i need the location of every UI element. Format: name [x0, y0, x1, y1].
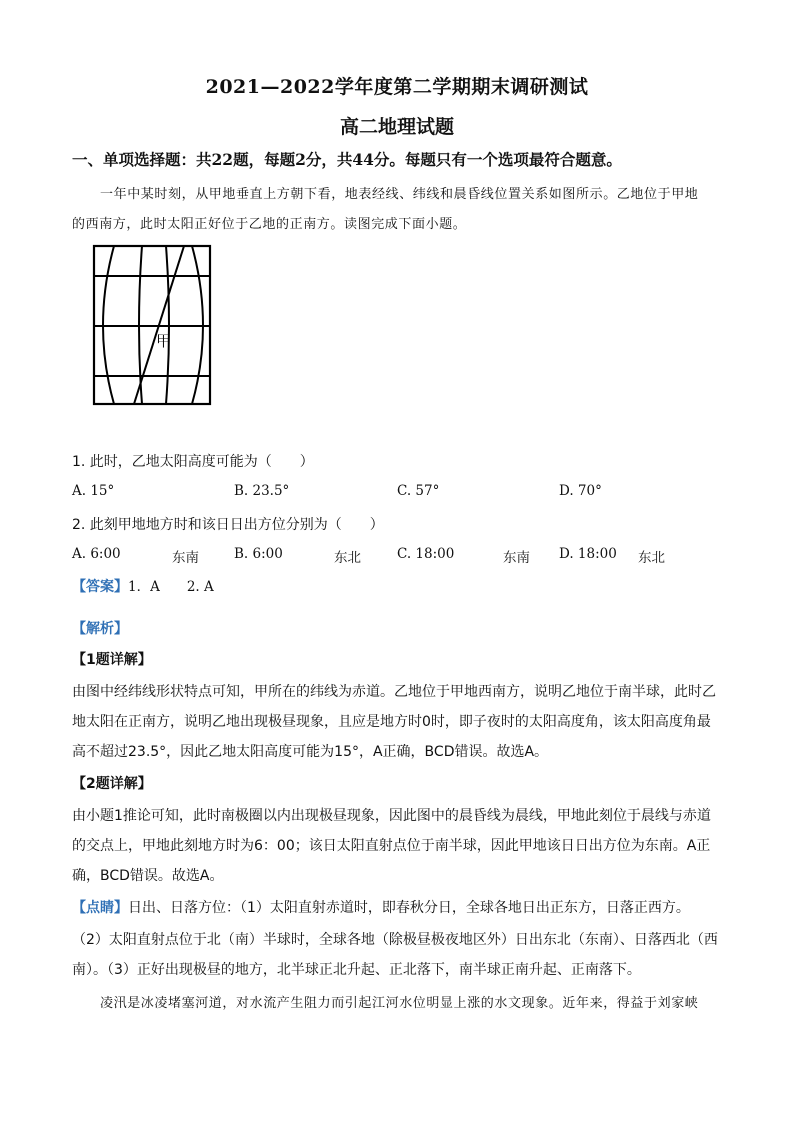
q1-option-d[interactable]: D. 70°: [559, 483, 602, 499]
q2-option-c-dir: 东南: [503, 550, 530, 566]
q2-stem: 2. 此刻甲地地方时和该日日出方位分别为（ ）: [72, 517, 384, 533]
figure-label-jia: 甲: [156, 332, 172, 350]
answer-label: 【答案】: [72, 579, 128, 595]
detail1-label: 【1题详解】: [72, 652, 152, 668]
q2-option-c[interactable]: C. 18:00: [397, 546, 455, 562]
intro-line-1: 一年中某时刻，从甲地垂直上方朝下看，地表经线、纬线和晨昏线位置关系如图所示。乙地位于甲地: [100, 187, 699, 202]
analysis-label: 【解析】: [72, 621, 128, 637]
detail2-line-2: 的交点上，甲地此刻地方时为6：00；该日太阳直射点位于南半球，因此甲地该日日出方位为东南。A正: [72, 838, 711, 854]
q1-option-b[interactable]: B. 23.5°: [234, 483, 290, 499]
detail1-line-2: 地太阳在正南方，说明乙地出现极昼现象，且应是地方时0时，即子夜时的太阳高度角，该太阳高度角最: [72, 714, 711, 730]
q1-stem: 1. 此时，乙地太阳高度可能为（ ）: [72, 454, 314, 470]
q2-option-a-dir: 东南: [172, 550, 199, 566]
tips-line-1: [72, 893, 724, 923]
detail1-line-1: 由图中经纬线形状特点可知，甲所在的纬线为赤道。乙地位于甲地西南方，说明乙地位于南半球，此时乙: [72, 684, 716, 700]
section-heading: 一、单项选择题：共22题，每题2分，共44分。每题只有一个选项最符合题意。: [72, 150, 622, 169]
tips-line-2: （2）太阳直射点位于北（南）半球时，全球各地（除极昼极夜地区外）日出东北（东南）、日落西北（西: [72, 932, 718, 948]
tips-label: 【点睛】: [72, 900, 128, 916]
tips-line-3: 南）。（3）正好出现极昼的地方，北半球正北升起、正北落下，南半球正南升起、正南落下。: [72, 962, 641, 978]
answer-line: [72, 572, 724, 602]
q2-option-a[interactable]: A. 6:00: [72, 546, 121, 562]
detail2-line-3: 确，BCD错误。故选A。: [72, 868, 224, 884]
graticule-figure: [90, 242, 214, 408]
q2-option-d[interactable]: D. 18:00: [559, 546, 617, 562]
detail1-line-3: 高不超过23.5°，因此乙地太阳高度可能为15°，A正确，BCD错误。故选A。: [72, 744, 549, 760]
next-intro-line: 凌汛是冰凌堵塞河道，对水流产生阻力而引起江河水位明显上涨的水文现象。近年来，得益于刘家峡: [100, 996, 699, 1011]
exam-subtitle: 高二地理试题: [339, 116, 454, 138]
q1-option-a[interactable]: A. 15°: [72, 483, 115, 499]
detail2-line-1: 由小题1推论可知，此时南极圈以内出现极昼现象，因此图中的晨昏线为晨线，甲地此刻位于晨线与赤道: [72, 808, 711, 824]
answer-text: 1．A 2. A: [128, 579, 214, 595]
detail2-label: 【2题详解】: [72, 776, 152, 792]
q2-option-d-dir: 东北: [638, 550, 665, 566]
q1-option-c[interactable]: C. 57°: [397, 483, 440, 499]
q2-option-b[interactable]: B. 6:00: [234, 546, 283, 562]
q2-option-b-dir: 东北: [334, 550, 361, 566]
exam-title: 2021—2022学年度第二学期期末调研测试: [205, 76, 589, 98]
intro-line-2: 的西南方，此时太阳正好位于乙地的正南方。读图完成下面小题。: [72, 217, 467, 232]
tips-text-1: 日出、日落方位：（1）太阳直射赤道时，即春秋分日，全球各地日出正东方，日落正西方。: [128, 900, 690, 916]
